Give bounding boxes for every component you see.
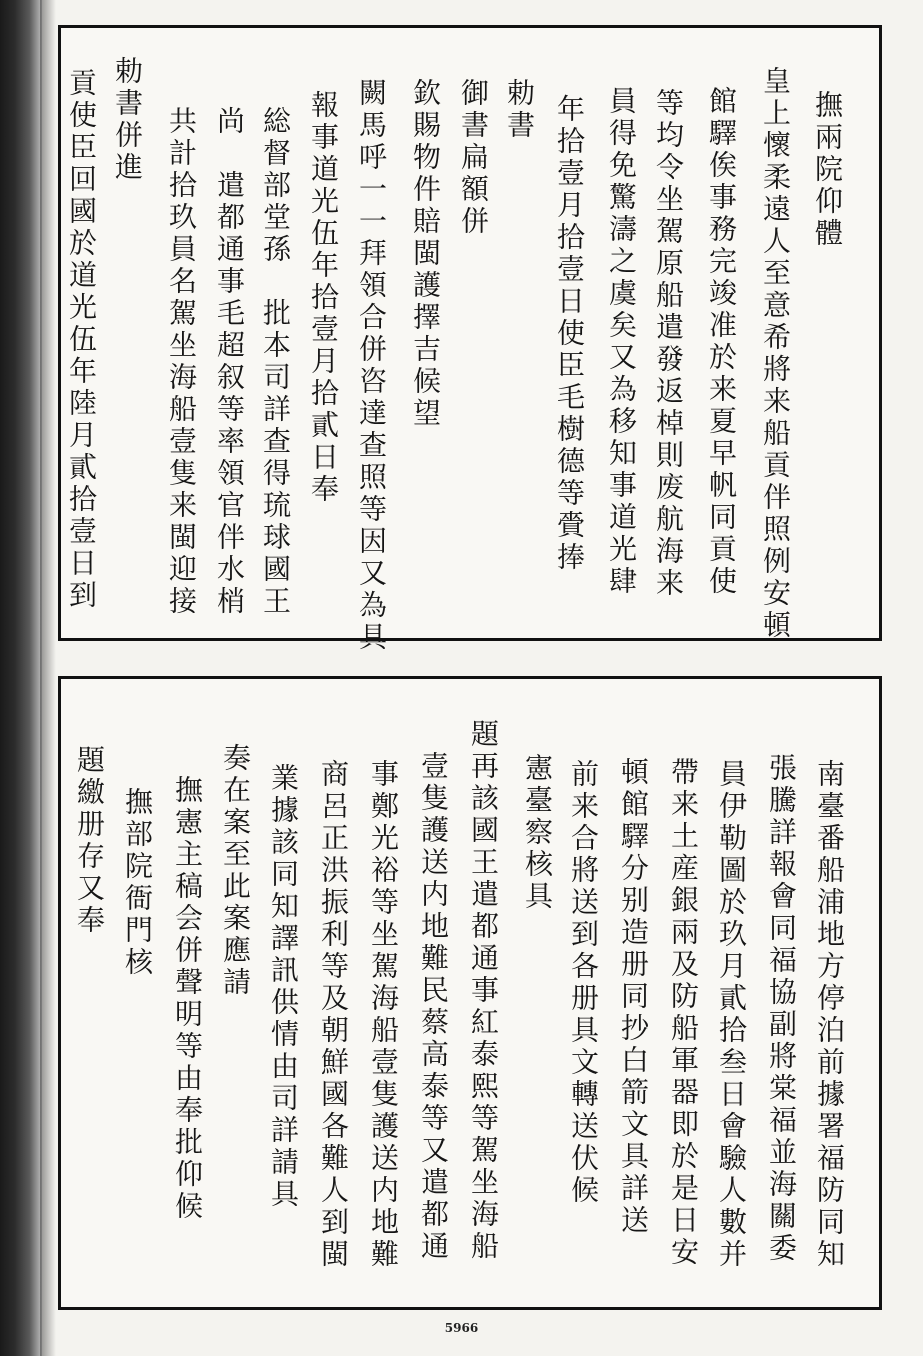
text-column: 憲臺察核具 — [521, 753, 554, 913]
text-column: 撫部院衙門核 — [121, 787, 154, 979]
text-column: 共計拾玖員名駕坐海船壹隻来閩迎接 — [165, 106, 198, 618]
text-column: 頓館驛分别造册同抄白箭文具詳送 — [617, 757, 650, 1237]
text-column: 員得免驚濤之虞矣又為移知事道光肆 — [605, 86, 638, 598]
text-column: 題繳册存又奉 — [73, 745, 106, 937]
text-column: 帶来土産銀兩及防船軍器即於是日安 — [667, 757, 700, 1269]
text-column: 皇上懷柔遠人至意希將来船貢伴照例安頓 — [759, 66, 792, 642]
text-column: 業據該同知譯訊供情由司詳請具 — [267, 763, 300, 1211]
text-column: 報事道光伍年拾壹月拾貳日奉 — [307, 90, 340, 506]
text-column: 闕馬呼一一拜領合併咨達查照等因又為具 — [355, 78, 388, 654]
text-column: 南臺番船浦地方停泊前據署福防同知 — [813, 759, 846, 1271]
text-column: 撫憲主稿会併聲明等由奉批仰候 — [171, 775, 204, 1223]
text-column: 御書扁額併 — [457, 78, 490, 238]
text-column: 前来合將送到各册具文轉送伏候 — [567, 759, 600, 1207]
text-column: 年拾壹月拾壹日使臣毛樹德等賫捧 — [553, 94, 586, 574]
text-column: 事鄭光裕等坐駕海船壹隻護送内地難 — [367, 759, 400, 1271]
text-column: 貢使臣回國於道光伍年陸月貳拾壹日到 — [65, 68, 98, 612]
text-column: 欽賜物件賠閩護擇吉候望 — [409, 78, 442, 430]
text-column: 題再該國王遣都通事紅泰熙等駕坐海船 — [467, 719, 500, 1263]
bottom-text-columns — [61, 679, 879, 1307]
top-text-columns — [61, 28, 879, 654]
text-column: 壹隻護送内地難民蔡高泰等又遣都通 — [417, 751, 450, 1263]
text-column: 館驛俟事務完竣准於来夏早帆同貢使 — [705, 86, 738, 598]
text-column: 勅書 — [503, 78, 536, 142]
page-number: 5966 — [444, 1321, 479, 1335]
text-column: 張騰詳報會同福協副將棠福並海關委 — [765, 753, 798, 1265]
text-column: 尚 遣都通事毛超叙等率領官伴水梢 — [213, 106, 246, 618]
text-column: 奏在案至此案應請 — [219, 743, 252, 999]
text-column: 等均令坐駕原船遣發返棹則废航海来 — [652, 88, 685, 600]
text-column: 員伊勒圖於玖月貳拾叁日會驗人數并 — [715, 759, 748, 1271]
bottom-document-panel — [58, 676, 882, 1310]
text-column: 商呂正洪振利等及朝鮮國各難人到閩 — [317, 759, 350, 1271]
text-column: 撫兩院仰體 — [811, 90, 844, 250]
top-document-panel — [58, 25, 882, 654]
text-column: 勅書併進 — [111, 56, 144, 184]
text-column: 総督部堂孫 批本司詳查得琉球國王 — [259, 106, 292, 618]
binding-gutter — [40, 0, 56, 1356]
book-binding-shadow — [0, 0, 42, 1356]
